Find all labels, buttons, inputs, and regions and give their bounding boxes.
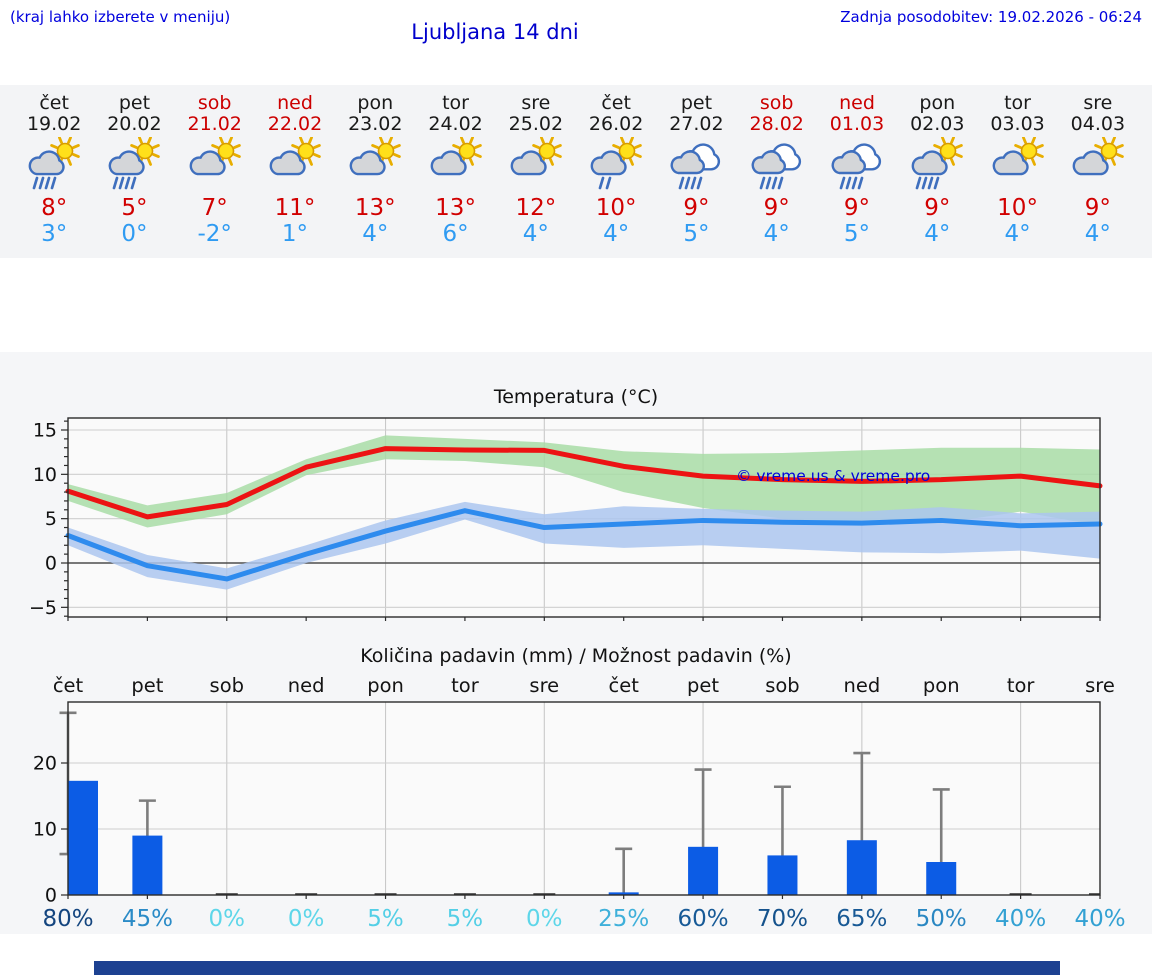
weather-icon-wrap bbox=[737, 137, 817, 193]
high-temp: 9° bbox=[843, 195, 871, 221]
precip-ytick: 0 bbox=[44, 884, 57, 907]
low-temp: 0° bbox=[121, 221, 148, 247]
weather-icon-wrap bbox=[897, 137, 977, 193]
day-name: tor bbox=[442, 92, 469, 114]
day-date: 24.02 bbox=[428, 113, 483, 135]
precip-day-label: sre bbox=[1085, 674, 1115, 697]
low-temp: 6° bbox=[442, 221, 469, 247]
high-temp: 13° bbox=[435, 195, 476, 221]
day-name: sob bbox=[759, 92, 794, 114]
weather-icon-wrap bbox=[1058, 137, 1138, 193]
clouds-rain-icon bbox=[667, 137, 725, 191]
sun-cloud-icon bbox=[507, 137, 565, 191]
sun-cloud-icon bbox=[1069, 137, 1127, 191]
day-date: 21.02 bbox=[187, 113, 242, 135]
day-name: sre bbox=[1083, 92, 1113, 114]
weather-icon-wrap bbox=[656, 137, 736, 193]
last-update: Zadnja posodobitev: 19.02.2026 - 06:24 bbox=[840, 8, 1142, 26]
clouds-rain-icon bbox=[828, 137, 886, 191]
forecast-day bbox=[255, 85, 335, 258]
day-name: čet bbox=[39, 92, 69, 114]
low-temp: -2° bbox=[197, 221, 232, 247]
weather-icon-wrap bbox=[977, 137, 1057, 193]
precip-probability: 80% bbox=[42, 906, 94, 932]
day-name: pet bbox=[680, 92, 713, 114]
precip-day-label: pon bbox=[922, 674, 960, 697]
precip-probability: 5% bbox=[446, 906, 484, 932]
temp-ytick: 15 bbox=[32, 419, 57, 442]
precip-probability: 25% bbox=[598, 906, 650, 932]
day-date: 28.02 bbox=[749, 113, 804, 135]
day-date: 03.03 bbox=[990, 113, 1045, 135]
temp-ytick: −5 bbox=[28, 596, 57, 619]
weather-icon-wrap bbox=[415, 137, 495, 193]
forecast-day bbox=[817, 85, 897, 258]
precipitation-chart-title: Količina padavin (mm) / Možnost padavin (%) bbox=[360, 645, 792, 667]
precip-day-label: sob bbox=[209, 674, 245, 697]
forecast-day bbox=[977, 85, 1057, 258]
high-temp: 9° bbox=[1084, 195, 1111, 221]
weather-icon-wrap bbox=[175, 137, 255, 193]
weather-icon-wrap bbox=[576, 137, 656, 193]
precip-day-label: tor bbox=[1006, 674, 1035, 697]
sun-cloud-rain-icon bbox=[908, 137, 966, 191]
high-temp: 10° bbox=[997, 195, 1038, 221]
temp-ytick: 10 bbox=[32, 463, 57, 486]
forecast-day bbox=[737, 85, 817, 258]
low-temp: 4° bbox=[603, 221, 630, 247]
weather-icon-wrap bbox=[94, 137, 174, 193]
day-date: 27.02 bbox=[669, 113, 724, 135]
low-temp: 3° bbox=[41, 221, 68, 247]
low-temp: 5° bbox=[843, 221, 871, 247]
precip-day-label: pet bbox=[687, 674, 720, 697]
menu-hint-link[interactable]: (kraj lahko izberete v meniju) bbox=[10, 8, 231, 26]
day-date: 19.02 bbox=[26, 113, 82, 135]
day-name: ned bbox=[277, 92, 313, 114]
high-temp: 9° bbox=[683, 195, 710, 221]
page-title: Ljubljana 14 dni bbox=[411, 20, 579, 44]
precip-probability: 50% bbox=[915, 906, 967, 932]
forecast-strip bbox=[0, 85, 1152, 258]
precipitation-chart bbox=[0, 672, 1152, 940]
weather-icon-wrap bbox=[496, 137, 576, 193]
precip-ytick: 20 bbox=[32, 752, 57, 775]
weather-icon-wrap bbox=[255, 137, 335, 193]
temp-ytick: 5 bbox=[44, 508, 57, 531]
high-temp: 13° bbox=[354, 195, 396, 221]
temperature-chart bbox=[0, 412, 1152, 624]
low-temp: 1° bbox=[281, 221, 309, 247]
sun-cloud-icon bbox=[989, 137, 1047, 191]
watermark-link[interactable]: © vreme.us & vreme.pro bbox=[736, 467, 931, 485]
day-date: 20.02 bbox=[107, 113, 162, 135]
sun-cloud-rain-icon bbox=[105, 137, 163, 191]
high-temp: 8° bbox=[41, 195, 68, 221]
precip-day-label: čet bbox=[608, 674, 639, 697]
low-temp: 4° bbox=[1004, 221, 1031, 247]
precip-probability: 5% bbox=[367, 906, 404, 932]
precip-probability: 65% bbox=[836, 906, 888, 932]
low-temp: 4° bbox=[362, 221, 389, 247]
precip-day-label: sre bbox=[529, 674, 560, 697]
day-name: sre bbox=[521, 92, 551, 114]
precip-day-label: sob bbox=[765, 674, 800, 697]
day-name: tor bbox=[1004, 92, 1031, 114]
high-temp: 10° bbox=[595, 195, 637, 221]
forecast-day bbox=[335, 85, 415, 258]
forecast-day bbox=[175, 85, 255, 258]
forecast-day bbox=[576, 85, 656, 258]
footer-bar bbox=[94, 961, 1060, 975]
precip-probability: 60% bbox=[677, 906, 729, 932]
forecast-day bbox=[897, 85, 977, 258]
precip-probability: 0% bbox=[208, 906, 246, 932]
high-temp: 9° bbox=[924, 195, 951, 221]
precip-probability: 45% bbox=[121, 906, 173, 932]
precip-ytick: 10 bbox=[32, 818, 57, 841]
precip-probability: 40% bbox=[1074, 906, 1126, 932]
day-date: 22.02 bbox=[267, 113, 323, 135]
day-name: ned bbox=[839, 92, 875, 114]
forecast-day bbox=[656, 85, 736, 258]
precip-day-label: ned bbox=[287, 674, 325, 697]
precip-day-label: pet bbox=[131, 674, 164, 697]
day-date: 23.02 bbox=[348, 113, 403, 135]
precip-probability: 0% bbox=[287, 906, 325, 932]
day-date: 04.03 bbox=[1070, 113, 1126, 135]
day-date: 01.03 bbox=[829, 113, 885, 135]
temp-ytick: 0 bbox=[44, 552, 57, 575]
high-temp: 7° bbox=[201, 195, 228, 221]
high-temp: 11° bbox=[274, 195, 316, 221]
forecast-day bbox=[496, 85, 576, 258]
day-name: pon bbox=[357, 92, 394, 114]
low-temp: 4° bbox=[924, 221, 951, 247]
day-date: 26.02 bbox=[588, 113, 644, 135]
day-date: 25.02 bbox=[508, 113, 564, 135]
low-temp: 4° bbox=[763, 221, 790, 247]
precip-day-label: čet bbox=[52, 674, 84, 697]
precip-probability: 70% bbox=[756, 906, 809, 932]
weather-icon-wrap bbox=[335, 137, 415, 193]
precip-day-label: ned bbox=[843, 674, 881, 697]
high-temp: 5° bbox=[121, 195, 148, 221]
weather-icon-wrap bbox=[817, 137, 897, 193]
precip-day-label: pon bbox=[367, 674, 404, 697]
sun-cloud-icon bbox=[186, 137, 244, 191]
clouds-rain-icon bbox=[748, 137, 806, 191]
sun-cloud-icon bbox=[346, 137, 404, 191]
low-temp: 5° bbox=[683, 221, 710, 247]
weather-icon-wrap bbox=[14, 137, 94, 193]
high-temp: 12° bbox=[515, 195, 557, 221]
sun-cloud-icon bbox=[427, 137, 485, 191]
day-name: pon bbox=[919, 92, 956, 114]
precip-day-label: tor bbox=[451, 674, 479, 697]
sun-cloud-rain-icon bbox=[25, 137, 83, 191]
forecast-day bbox=[94, 85, 174, 258]
sun-cloud-drizzle-icon bbox=[587, 137, 645, 191]
forecast-day bbox=[1058, 85, 1138, 258]
day-name: pet bbox=[118, 92, 151, 114]
forecast-day bbox=[14, 85, 94, 258]
day-date: 02.03 bbox=[910, 113, 965, 135]
day-name: sob bbox=[197, 92, 232, 114]
low-temp: 4° bbox=[522, 221, 549, 247]
day-name: čet bbox=[601, 92, 631, 114]
temperature-chart-title: Temperatura (°C) bbox=[493, 386, 659, 408]
low-temp: 4° bbox=[1084, 221, 1111, 247]
precip-probability: 40% bbox=[995, 906, 1047, 932]
sun-cloud-icon bbox=[266, 137, 324, 191]
forecast-day bbox=[415, 85, 495, 258]
precip-probability: 0% bbox=[526, 906, 563, 932]
high-temp: 9° bbox=[763, 195, 790, 221]
